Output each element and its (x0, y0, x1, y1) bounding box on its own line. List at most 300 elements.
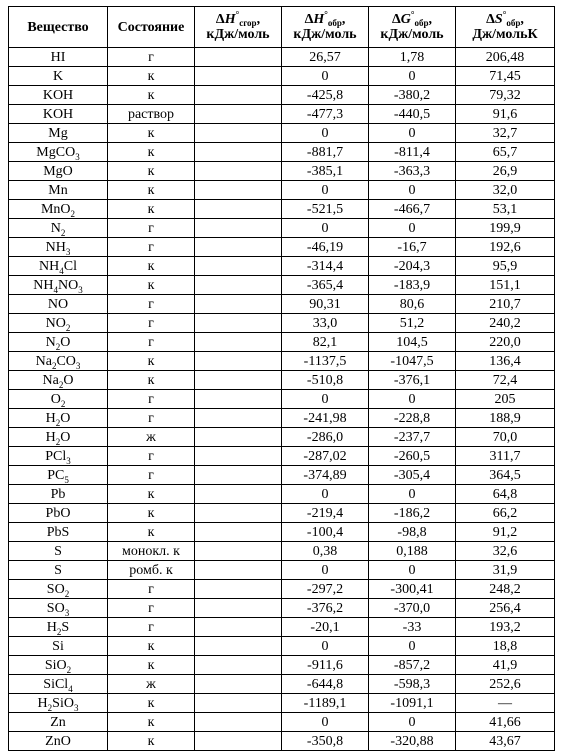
dh-combustion-cell (195, 656, 282, 675)
state-cell: к (108, 732, 195, 751)
dh-combustion-cell (195, 409, 282, 428)
ds-formation-cell: 79,32 (456, 86, 555, 105)
dg-formation-cell: 0 (369, 181, 456, 200)
header-ds-formation-unit: Дж/мольК (472, 27, 538, 42)
ds-formation-cell: 66,2 (456, 504, 555, 523)
ds-formation-cell: 31,9 (456, 561, 555, 580)
header-dg-formation-sub: обр (414, 18, 429, 28)
dh-combustion-cell (195, 48, 282, 67)
substance-cell (9, 162, 108, 181)
dh-formation-cell: -297,2 (282, 580, 369, 599)
formula-text: Mn (48, 182, 68, 198)
state-cell: г (108, 219, 195, 238)
dg-formation-cell: -98,8 (369, 523, 456, 542)
dh-combustion-cell (195, 257, 282, 276)
dh-formation-cell: 33,0 (282, 314, 369, 333)
dh-combustion-cell (195, 124, 282, 143)
header-dh-formation (282, 7, 369, 48)
dh-formation-cell: 0 (282, 67, 369, 86)
formula-text: NH (45, 239, 66, 255)
dg-formation-cell: 1,78 (369, 48, 456, 67)
dg-formation-cell: -183,9 (369, 276, 456, 295)
dh-formation-cell: 0,38 (282, 542, 369, 561)
dh-formation-cell: -477,3 (282, 105, 369, 124)
substance-cell (9, 637, 108, 656)
dh-formation-cell: -385,1 (282, 162, 369, 181)
dh-formation-cell: -374,89 (282, 466, 369, 485)
table-row (9, 504, 555, 523)
dh-formation-cell: -911,6 (282, 656, 369, 675)
ds-formation-cell: 95,9 (456, 257, 555, 276)
dh-formation-cell: -219,4 (282, 504, 369, 523)
formula-text: Cl (63, 258, 77, 274)
state-cell: монокл. к (108, 542, 195, 561)
dg-formation-cell: -320,88 (369, 732, 456, 751)
substance-cell (9, 257, 108, 276)
table-row (9, 656, 555, 675)
ds-formation-cell: 41,66 (456, 713, 555, 732)
dh-combustion-cell (195, 523, 282, 542)
ds-formation-cell: 193,2 (456, 618, 555, 637)
formula-text: NO (58, 277, 79, 293)
state-cell: г (108, 447, 195, 466)
table-row (9, 618, 555, 637)
thermodynamic-data-table (8, 6, 555, 751)
formula-subscript: 3 (75, 151, 80, 162)
header-dg-formation-sup: ° (410, 9, 415, 20)
formula-text: SiO (52, 695, 74, 711)
dh-formation-cell: -644,8 (282, 675, 369, 694)
header-dg-formation-tail: , (428, 12, 433, 27)
table-row (9, 447, 555, 466)
table-row (9, 580, 555, 599)
table-row (9, 599, 555, 618)
dh-formation-cell: 0 (282, 390, 369, 409)
table-row (9, 257, 555, 276)
dg-formation-cell: -237,7 (369, 428, 456, 447)
table-row (9, 124, 555, 143)
ds-formation-cell: 220,0 (456, 333, 555, 352)
formula-subscript: 2 (60, 398, 66, 409)
substance-cell (9, 371, 108, 390)
dh-formation-cell: -287,02 (282, 447, 369, 466)
table-row (9, 713, 555, 732)
table-row (9, 542, 555, 561)
ds-formation-cell: 199,9 (456, 219, 555, 238)
dh-combustion-cell (195, 732, 282, 751)
dg-formation-cell: 0 (369, 713, 456, 732)
table-row (9, 219, 555, 238)
table-row (9, 143, 555, 162)
dg-formation-cell: 0 (369, 124, 456, 143)
table-row (9, 732, 555, 751)
ds-formation-cell: 206,48 (456, 48, 555, 67)
ds-formation-cell: 210,7 (456, 295, 555, 314)
state-cell: ромб. к (108, 561, 195, 580)
formula-text: HI (50, 49, 66, 65)
formula-subscript: 2 (51, 360, 57, 371)
dh-combustion-cell (195, 276, 282, 295)
dh-combustion-cell (195, 485, 282, 504)
header-dh-formation-delta: Δ (304, 12, 314, 27)
state-cell: г (108, 314, 195, 333)
formula-text: Pb (50, 486, 66, 502)
header-dh-combustion (195, 7, 282, 48)
formula-subscript: 2 (47, 702, 53, 713)
dh-formation-cell: 0 (282, 637, 369, 656)
state-cell: к (108, 86, 195, 105)
formula-text: SiO (44, 657, 67, 673)
formula-text: PbS (46, 524, 70, 540)
formula-text: CO (56, 353, 76, 369)
formula-text: KOH (42, 87, 74, 103)
dh-combustion-cell (195, 561, 282, 580)
formula-text: NO (47, 296, 69, 312)
dg-formation-cell: -466,7 (369, 200, 456, 219)
dh-formation-cell: -425,8 (282, 86, 369, 105)
formula-subscript: 3 (65, 246, 71, 257)
state-cell: г (108, 295, 195, 314)
substance-cell (9, 428, 108, 447)
formula-text: MnO (40, 201, 71, 217)
substance-cell (9, 656, 108, 675)
ds-formation-cell: 71,45 (456, 67, 555, 86)
substance-cell (9, 238, 108, 257)
table-row (9, 86, 555, 105)
table-row (9, 694, 555, 713)
dg-formation-cell: -380,2 (369, 86, 456, 105)
substance-cell (9, 390, 108, 409)
formula-text: Si (52, 638, 64, 654)
formula-subscript: 2 (55, 417, 61, 428)
formula-text: SiCl (43, 676, 69, 692)
formula-subscript: 2 (64, 588, 70, 599)
formula-subscript: 2 (55, 436, 61, 447)
dh-formation-cell: -20,1 (282, 618, 369, 637)
ds-formation-cell: 188,9 (456, 409, 555, 428)
table-row (9, 485, 555, 504)
dg-formation-cell: 0 (369, 637, 456, 656)
substance-cell (9, 124, 108, 143)
dg-formation-cell: -598,3 (369, 675, 456, 694)
ds-formation-cell: 248,2 (456, 580, 555, 599)
formula-subscript: 3 (64, 607, 70, 618)
state-cell: г (108, 580, 195, 599)
dg-formation-cell: -33 (369, 618, 456, 637)
dh-combustion-cell (195, 618, 282, 637)
ds-formation-cell: 18,8 (456, 637, 555, 656)
state-cell: г (108, 48, 195, 67)
dh-combustion-cell (195, 352, 282, 371)
dh-combustion-cell (195, 67, 282, 86)
ds-formation-cell: 41,9 (456, 656, 555, 675)
dh-formation-cell: -521,5 (282, 200, 369, 219)
ds-formation-cell: 252,6 (456, 675, 555, 694)
table-row (9, 181, 555, 200)
formula-subscript: 3 (73, 702, 79, 713)
state-cell: к (108, 200, 195, 219)
dh-formation-cell: -1189,1 (282, 694, 369, 713)
dh-formation-cell: -1137,5 (282, 352, 369, 371)
dh-combustion-cell (195, 219, 282, 238)
header-dh-combustion-unit: кДж/моль (206, 27, 270, 42)
header-ds-formation-symbol: S (494, 12, 503, 27)
ds-formation-cell: 91,6 (456, 105, 555, 124)
header-dg-formation (369, 7, 456, 48)
substance-cell (9, 694, 108, 713)
formula-text: PbO (45, 505, 71, 521)
dg-formation-cell: -376,1 (369, 371, 456, 390)
substance-cell (9, 580, 108, 599)
thermo-table-wrapper (8, 6, 555, 751)
substance-cell (9, 295, 108, 314)
table-row (9, 523, 555, 542)
formula-text: NH (39, 258, 60, 274)
dh-combustion-cell (195, 371, 282, 390)
state-cell: раствор (108, 105, 195, 124)
dh-formation-cell: 0 (282, 181, 369, 200)
substance-cell (9, 485, 108, 504)
table-row (9, 200, 555, 219)
formula-text: N (50, 220, 61, 236)
header-dh-formation-symbol: H (313, 12, 325, 27)
dh-combustion-cell (195, 181, 282, 200)
dg-formation-cell: -370,0 (369, 599, 456, 618)
state-cell: к (108, 485, 195, 504)
ds-formation-cell: 205 (456, 390, 555, 409)
dg-formation-cell: 51,2 (369, 314, 456, 333)
header-substance: Вещество (9, 7, 108, 48)
state-cell: к (108, 124, 195, 143)
substance-cell (9, 523, 108, 542)
header-dh-combustion-delta: Δ (215, 12, 225, 27)
formula-text: O (60, 410, 71, 426)
dh-formation-cell: -881,7 (282, 143, 369, 162)
dh-combustion-cell (195, 599, 282, 618)
formula-subscript: 3 (75, 360, 81, 371)
formula-subscript: 4 (68, 683, 73, 694)
substance-cell (9, 352, 108, 371)
formula-text: SO (46, 600, 65, 616)
table-row (9, 333, 555, 352)
table-row (9, 466, 555, 485)
state-cell: к (108, 276, 195, 295)
header-dh-combustion-symbol: H (224, 12, 236, 27)
header-state: Состояние (108, 7, 195, 48)
dh-combustion-cell (195, 675, 282, 694)
dh-formation-cell: -286,0 (282, 428, 369, 447)
dh-combustion-cell (195, 390, 282, 409)
ds-formation-cell: 72,4 (456, 371, 555, 390)
formula-subscript: 4 (53, 284, 58, 295)
header-ds-formation-sup: ° (502, 9, 507, 20)
dh-combustion-cell (195, 504, 282, 523)
formula-text: MgO (43, 163, 73, 179)
substance-cell (9, 105, 108, 124)
substance-cell (9, 200, 108, 219)
dg-formation-cell: -363,3 (369, 162, 456, 181)
state-cell: к (108, 523, 195, 542)
dg-formation-cell: -186,2 (369, 504, 456, 523)
dh-combustion-cell (195, 200, 282, 219)
dg-formation-cell: -1091,1 (369, 694, 456, 713)
dg-formation-cell: 0 (369, 561, 456, 580)
table-body (9, 48, 555, 751)
ds-formation-cell: 256,4 (456, 599, 555, 618)
formula-subscript: 2 (70, 208, 76, 219)
formula-text: KOH (42, 106, 74, 122)
header-dg-formation-symbol: G (400, 12, 411, 27)
substance-cell (9, 314, 108, 333)
dh-formation-cell: 0 (282, 124, 369, 143)
header-dh-formation-sup: ° (324, 9, 328, 20)
state-cell: к (108, 694, 195, 713)
dg-formation-cell: 0 (369, 67, 456, 86)
formula-text: ZnO (45, 733, 71, 749)
dh-formation-cell: 0 (282, 219, 369, 238)
state-cell: г (108, 238, 195, 257)
header-ds-formation-tail: , (520, 12, 524, 27)
formula-subscript: 2 (58, 379, 64, 390)
dh-formation-cell: -350,8 (282, 732, 369, 751)
ds-formation-cell: 53,1 (456, 200, 555, 219)
table-row (9, 390, 555, 409)
formula-subscript: 3 (66, 455, 71, 466)
formula-text: N (45, 334, 56, 350)
table-row (9, 428, 555, 447)
dh-formation-cell: -365,4 (282, 276, 369, 295)
ds-formation-cell: 32,6 (456, 542, 555, 561)
table-row (9, 371, 555, 390)
formula-subscript: 3 (78, 284, 83, 295)
dg-formation-cell: -16,7 (369, 238, 456, 257)
formula-text: O (60, 334, 71, 350)
dh-formation-cell: -376,2 (282, 599, 369, 618)
dh-combustion-cell (195, 428, 282, 447)
formula-subscript: 2 (66, 664, 72, 675)
table-row (9, 352, 555, 371)
substance-cell (9, 219, 108, 238)
dg-formation-cell: 0 (369, 390, 456, 409)
formula-text: S (54, 562, 62, 578)
substance-cell (9, 466, 108, 485)
ds-formation-cell: 64,8 (456, 485, 555, 504)
state-cell: ж (108, 428, 195, 447)
dh-formation-cell: -100,4 (282, 523, 369, 542)
dh-combustion-cell (195, 580, 282, 599)
header-dh-combustion-sub: сгор (239, 18, 257, 28)
formula-subscript: 5 (64, 474, 69, 485)
formula-subscript: 2 (60, 227, 66, 238)
table-row (9, 162, 555, 181)
header-dh-combustion-sup: ° (235, 9, 240, 20)
table-row (9, 637, 555, 656)
formula-subscript: 2 (55, 341, 61, 352)
formula-subscript: 2 (65, 322, 71, 333)
dh-formation-cell: 0 (282, 561, 369, 580)
ds-formation-cell: 43,67 (456, 732, 555, 751)
header-ds-formation-delta: Δ (486, 12, 495, 27)
dg-formation-cell: -260,5 (369, 447, 456, 466)
state-cell: к (108, 637, 195, 656)
substance-cell (9, 732, 108, 751)
state-cell: г (108, 599, 195, 618)
table-row (9, 561, 555, 580)
formula-text: NH (33, 277, 54, 293)
formula-text: H (46, 619, 57, 635)
ds-formation-cell: 151,1 (456, 276, 555, 295)
dh-combustion-cell (195, 86, 282, 105)
dh-combustion-cell (195, 713, 282, 732)
formula-text: Zn (50, 714, 66, 730)
formula-text: K (52, 68, 64, 84)
formula-text: S (61, 619, 70, 635)
substance-cell (9, 713, 108, 732)
substance-cell (9, 618, 108, 637)
ds-formation-cell: 65,7 (456, 143, 555, 162)
state-cell: г (108, 618, 195, 637)
table-row (9, 48, 555, 67)
ds-formation-cell: 136,4 (456, 352, 555, 371)
dh-combustion-cell (195, 238, 282, 257)
dg-formation-cell: -1047,5 (369, 352, 456, 371)
header-dh-formation-tail: , (341, 12, 346, 27)
dh-combustion-cell (195, 333, 282, 352)
substance-cell (9, 86, 108, 105)
ds-formation-cell: 364,5 (456, 466, 555, 485)
state-cell: ж (108, 675, 195, 694)
state-cell: к (108, 181, 195, 200)
table-row (9, 675, 555, 694)
dh-formation-cell: 0 (282, 485, 369, 504)
ds-formation-cell: 32,0 (456, 181, 555, 200)
state-cell: г (108, 466, 195, 485)
dg-formation-cell: 0 (369, 219, 456, 238)
ds-formation-cell: 32,7 (456, 124, 555, 143)
substance-cell (9, 599, 108, 618)
substance-cell (9, 542, 108, 561)
state-cell: к (108, 656, 195, 675)
header-dh-combustion-tail: , (256, 12, 261, 27)
dh-formation-cell: 90,31 (282, 295, 369, 314)
dh-formation-cell: 26,57 (282, 48, 369, 67)
dh-formation-cell: 0 (282, 713, 369, 732)
dh-formation-cell: -241,98 (282, 409, 369, 428)
state-cell: к (108, 504, 195, 523)
ds-formation-cell: — (456, 694, 555, 713)
substance-cell (9, 675, 108, 694)
dh-formation-cell: 82,1 (282, 333, 369, 352)
table-row (9, 409, 555, 428)
ds-formation-cell: 311,7 (456, 447, 555, 466)
formula-subscript: 4 (59, 265, 64, 276)
substance-cell (9, 48, 108, 67)
ds-formation-cell: 192,6 (456, 238, 555, 257)
dg-formation-cell: -305,4 (369, 466, 456, 485)
substance-cell (9, 561, 108, 580)
header-row (9, 7, 555, 48)
dh-formation-cell: -314,4 (282, 257, 369, 276)
dh-combustion-cell (195, 447, 282, 466)
dh-combustion-cell (195, 694, 282, 713)
dg-formation-cell: -440,5 (369, 105, 456, 124)
state-cell: к (108, 162, 195, 181)
formula-text: Na (35, 353, 52, 369)
dh-combustion-cell (195, 105, 282, 124)
header-dg-formation-unit: кДж/моль (380, 27, 444, 42)
substance-cell (9, 143, 108, 162)
formula-text: H (45, 410, 56, 426)
